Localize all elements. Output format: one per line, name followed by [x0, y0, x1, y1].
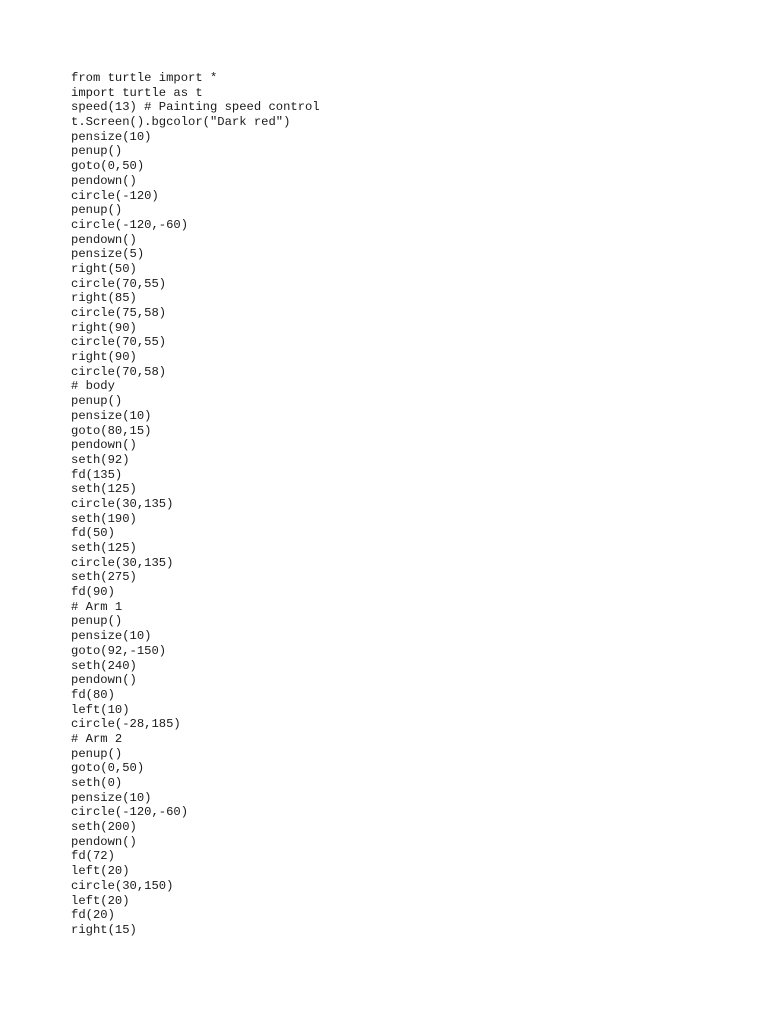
- code-line: fd(80): [71, 687, 115, 702]
- code-line: seth(125): [71, 482, 137, 497]
- code-line: penup(): [71, 144, 123, 159]
- code-line: circle(-120,-60): [71, 805, 189, 820]
- code-line: pendown(): [71, 173, 137, 188]
- code-line: penup(): [71, 746, 123, 761]
- code-line: pensize(10): [71, 129, 152, 144]
- code-line: circle(70,58): [71, 364, 167, 379]
- code-line: circle(70,55): [71, 335, 167, 350]
- code-line: goto(0,50): [71, 159, 145, 174]
- code-line: fd(90): [71, 585, 115, 600]
- code-line: right(90): [71, 320, 137, 335]
- code-line: circle(75,58): [71, 306, 167, 320]
- code-line: seth(200): [71, 820, 137, 835]
- code-line: # body: [71, 379, 115, 394]
- code-line: pensize(10): [71, 629, 152, 644]
- code-line: right(15): [71, 922, 137, 937]
- code-line: circle(30,135): [71, 555, 174, 570]
- code-line: speed(13) # Painting speed control: [71, 100, 320, 115]
- code-line: seth(125): [71, 541, 137, 555]
- code-line: seth(0): [71, 776, 123, 790]
- code-line: circle(30,150): [71, 878, 174, 893]
- code-line: pensize(10): [71, 790, 152, 805]
- code-line: goto(92,-150): [71, 643, 167, 658]
- code-line: fd(50): [71, 526, 115, 541]
- code-line: seth(190): [71, 511, 137, 526]
- code-line: circle(70,55): [71, 276, 167, 291]
- code-line: from turtle import *: [71, 71, 218, 85]
- code-line: seth(275): [71, 570, 137, 585]
- code-line: pensize(5): [71, 247, 145, 262]
- code-line: circle(-120): [71, 188, 159, 203]
- code-line: seth(92): [71, 452, 130, 467]
- code-line: fd(72): [71, 849, 115, 864]
- code-line: right(90): [71, 350, 137, 365]
- code-line: # Arm 1: [71, 599, 123, 614]
- code-line: penup(): [71, 203, 123, 218]
- code-line: pendown(): [71, 438, 137, 453]
- code-listing: [71, 71, 320, 938]
- code-line: pendown(): [71, 673, 137, 688]
- code-line: pendown(): [71, 834, 137, 849]
- code-line: circle(-28,185): [71, 717, 181, 732]
- code-line: left(20): [71, 864, 130, 879]
- code-line: goto(80,15): [71, 423, 152, 438]
- code-line: circle(30,135): [71, 496, 174, 511]
- code-line: seth(240): [71, 658, 137, 673]
- code-line: goto(0,50): [71, 761, 145, 776]
- code-line: pendown(): [71, 232, 137, 247]
- code-line: penup(): [71, 394, 123, 409]
- code-line: fd(135): [71, 467, 123, 482]
- code-line: right(85): [71, 291, 137, 306]
- code-line: import turtle as t: [71, 85, 203, 100]
- code-line: penup(): [71, 614, 123, 629]
- code-line: left(20): [71, 893, 130, 908]
- code-line: left(10): [71, 702, 130, 717]
- code-line: circle(-120,-60): [71, 217, 189, 232]
- code-line: right(50): [71, 261, 137, 276]
- code-line: fd(20): [71, 908, 115, 923]
- code-line: t.Screen().bgcolor("Dark red"): [71, 115, 291, 130]
- code-line: # Arm 2: [71, 731, 123, 746]
- code-line: pensize(10): [71, 408, 152, 423]
